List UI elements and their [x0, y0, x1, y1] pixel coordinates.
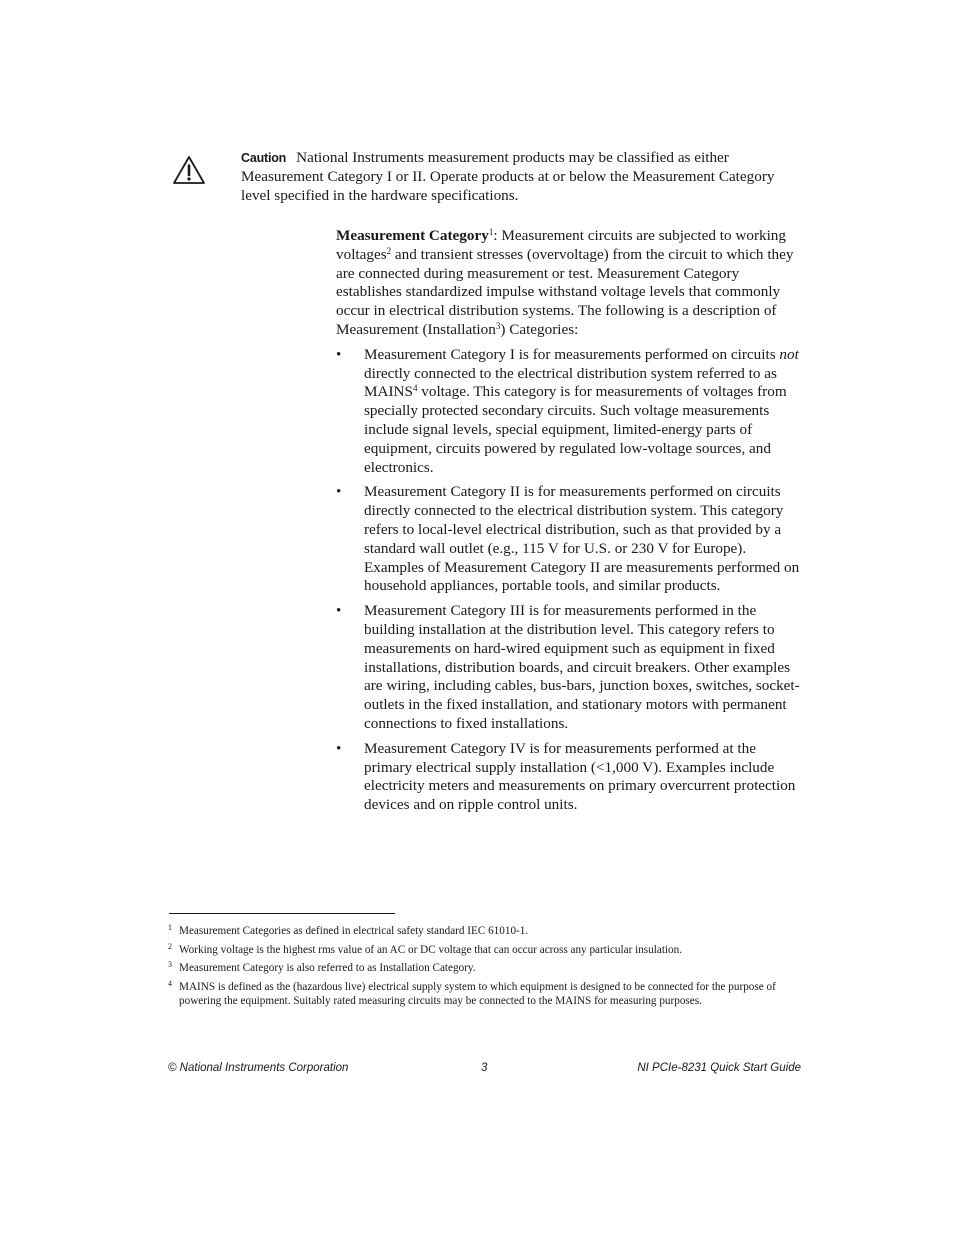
footnote-number: 1 [168, 923, 172, 932]
footnote-text: Working voltage is the highest rms value of an AC or DC voltage that can occur across any particular insulation. [179, 943, 683, 956]
warning-triangle-icon [171, 154, 207, 186]
footnote-item [168, 943, 800, 957]
cat3-text: Measurement Category III is for measurements performed in the building installation at the distribution level. This category refers to measurements on hard-wired equipment such as equipment in fixed installations, distribution boards, and circuit breakers. Other examples are wiring, including cables, bus-bars, junction boxes, switches, socket-outlets in the fixed installation, and stationary motors with permanent connections to fixed installations. [364, 602, 800, 732]
list-item [336, 483, 801, 596]
bullet-icon: • [336, 739, 342, 757]
footnote-number: 3 [168, 960, 172, 969]
main-content [336, 227, 801, 821]
footnote-ref-1[interactable]: 1 [488, 227, 494, 237]
bullet-icon: • [336, 602, 342, 620]
caution-text: National Instruments measurement products may be classified as either Measurement Category I or II. Operate products at or below the Measurement Category level specified in the hardware specifications. [241, 149, 775, 204]
list-item [336, 740, 801, 815]
measurement-category-term: Measurement Category [336, 227, 489, 244]
cat1-text-a: Measurement Category I is for measurements performed on circuits [364, 345, 780, 363]
footnotes [168, 924, 800, 1012]
list-item [336, 346, 801, 478]
footnote-ref-4[interactable]: 4 [412, 383, 418, 394]
category-list [336, 346, 801, 815]
footnote-number: 2 [168, 941, 172, 951]
footnote-text: Measurement Category is also referred to as Installation Category. [179, 962, 476, 974]
footnote-ref-3[interactable]: 3 [495, 320, 501, 331]
cat2-text: Measurement Category II is for measurements performed on circuits directly connected to the electrical distribution system. This category refers to local-level electrical distribution, such as that provided by a standard wall outlet (e.g., 115 V for U.S. or 230 V for Europe). Examples of Measurement Category II are measurements performed on household appliances, portable tools, and similar products. [364, 483, 800, 595]
caution-label: Caution [241, 151, 287, 165]
footnote-item [168, 980, 800, 1008]
footnote-ref-2[interactable]: 2 [386, 245, 392, 256]
caution-note [241, 149, 801, 205]
bullet-icon: • [336, 345, 342, 363]
intro-text-a: : Measurement circuits are subjected to working voltages [336, 227, 786, 263]
cat1-text-b: directly connected to the electrical distribution system referred to as MAINS [364, 364, 777, 401]
cat1-text-c: voltage. This category is for measurements of voltages from specially protected secondary circuits. Such voltage measurements include signal levels, special equipment, limited-energy parts of equipment, circuits powered by regulated low-voltage sources, and electronics. [364, 383, 787, 476]
footnote-item [168, 961, 800, 975]
cat4-text: Measurement Category IV is for measurements performed at the primary electrical supply installation (<1,000 V). Examples include electricity meters and measurements on primary overcurrent protection devices and on ripple control units. [364, 739, 796, 814]
footer-copyright: © National Instruments Corporation [168, 1062, 349, 1074]
page-number: 3 [481, 1062, 488, 1074]
page-footer [168, 1062, 801, 1078]
footnote-text: MAINS is defined as the (hazardous live) electrical supply system to which equipment is designed to be connected for the purpose of powering the equipment. Suitably rated measuring circuits may be connected to the MAINS for measuring purposes. [179, 980, 776, 1007]
intro-text-c: ) Categories: [500, 320, 579, 338]
footnote-item [168, 924, 800, 938]
footer-document-title: NI PCIe-8231 Quick Start Guide [637, 1062, 801, 1074]
bullet-icon: • [336, 483, 342, 501]
cat1-emphasis: not [779, 345, 799, 363]
footnote-text: Measurement Categories as defined in electrical safety standard IEC 61010-1. [179, 925, 529, 937]
intro-paragraph [336, 227, 801, 340]
footnote-number: 4 [168, 978, 172, 988]
footnote-divider [169, 913, 395, 914]
intro-text-b: and transient stresses (overvoltage) from the circuit to which they are connected during measurement or test. Measurement Category establishes standardized impulse withstand voltage levels that commonly occur in electrical distribution systems. The following is a description of Measurement (Installation [336, 245, 794, 338]
list-item [336, 602, 801, 734]
